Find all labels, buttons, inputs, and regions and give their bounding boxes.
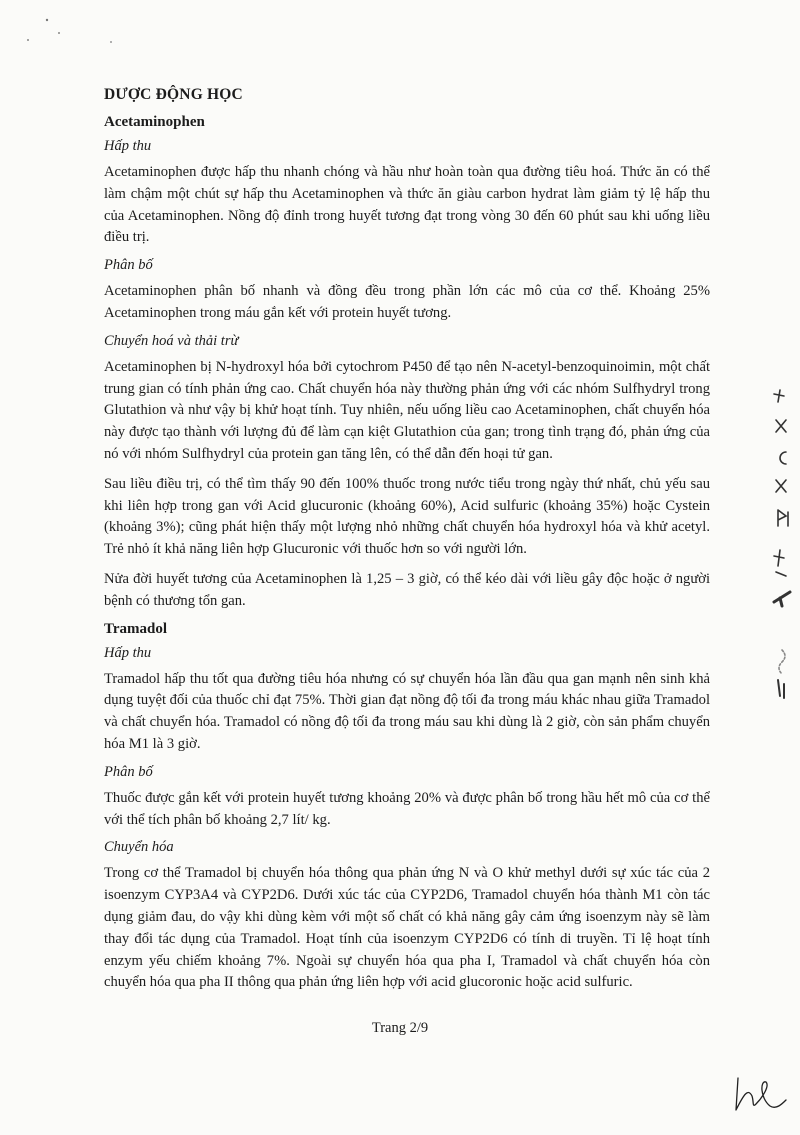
page-number: Trang 2/9	[371, 1020, 429, 1036]
acetaminophen-metabolism-paragraph: Acetaminophen bị N-hydroxyl hóa bởi cytochrom P450 để tạo nên N-acetyl-benzoquinoimin, một chất trung gian có tính phản ứng cao. Chất chuyển hóa này thường phản ứng với các nhóm Sulfhydryl trong Glutathion và như vậy bị khử hoạt tính. Tuy nhiên, nếu uống liều cao Acetaminophen, chất chuyển hóa này được tạo thành với lượng đủ để làm cạn kiệt Glutathion của gan; trong tình trạng đó, phản ứng của nó với nhóm Sulfhydryl của protein gan tăng lên, có thể dẫn đến hoại tử gan.	[104, 358, 710, 462]
acetaminophen-half-life-paragraph: Nửa đời huyết tương của Acetaminophen là 1,25 – 3 giờ, có thể kéo dài với liều gây độc hoặc ở người bệnh có thương tổn gan.	[104, 570, 710, 609]
tramadol-distribution-heading: Phân bố	[104, 763, 153, 780]
acetaminophen-absorption-heading: Hấp thu	[104, 138, 152, 154]
tramadol-metabolism-heading: Chuyển hóa	[104, 839, 174, 856]
acetaminophen-metabolism-heading: Chuyển hoá và thải trừ	[104, 332, 239, 349]
section-title: DƯỢC ĐỘNG HỌC	[104, 86, 243, 103]
signature-mark	[730, 1068, 790, 1118]
acetaminophen-absorption-text: Acetaminophen được hấp thu nhanh chóng và hầu như hoàn toàn qua đường tiêu hoá. Thức ăn có thể làm chậm một chút sự hấp thu Acetaminophen và thức ăn giàu carbon hydrat làm giảm tỷ lệ hấp thu của Acetaminophen. Nồng độ đỉnh trong huyết tương đạt trong vòng 30 đến 60 phút sau khi uống liều điều trị.	[104, 164, 710, 246]
acetaminophen-excretion-paragraph: Sau liều điều trị, có thể tìm thấy 90 đến 100% thuốc trong nước tiểu trong ngày thứ nhất, chủ yếu sau khi liên hợp trong gan với Acid glucuronic (khoảng 60%), Acid sulfuric (khoảng 35%) hoặc Cystein (khoảng 3%); cũng phát hiện thấy một lượng nhỏ những chất chuyển hóa hydroxyl hóa và khử acetyl. Trẻ nhỏ ít khả năng liên hợp Glucuronic với thuốc hơn so với người lớn.	[104, 475, 710, 558]
acetaminophen-title: Acetaminophen	[104, 114, 205, 130]
tramadol-metabolism-text: Trong cơ thể Tramadol bị chuyển hóa thông qua phản ứng N và O khử methyl dưới sự xúc tác của 2 isoenzym CYP3A4 và CYP2D6. Dưới xúc tác của CYP2D6, Tramadol chuyển hóa thành M1 còn tác dụng giảm đau, do vậy khi dùng kèm với một số chất có khả năng gây cảm ứng isoenzym này sẽ làm thay đổi tác dụng của Tramadol. Hoạt tính của isoenzym CYP2D6 có tính di truyền. Tỉ lệ hoạt tính enzym yếu chiếm khoảng 7%. Ngoài sự chuyển hóa qua pha I, Tramadol và chất chuyển hóa còn chuyển hóa qua pha II thông qua phản ứng liên hợp với acid glucoronic hoặc acid sulfuric.	[104, 865, 710, 991]
tramadol-distribution-text: Thuốc được gắn kết với protein huyết tương khoảng 20% và được phân bố trong hầu hết mô của cơ thể với thể tích phân bố khoảng 2,7 lít/ kg.	[104, 789, 710, 828]
scan-specks	[15, 8, 135, 68]
acetaminophen-distribution-heading: Phân bố	[104, 257, 153, 274]
margin-stamp-marks	[760, 380, 800, 800]
tramadol-title: Tramadol	[104, 620, 168, 637]
tramadol-absorption-text: Tramadol hấp thu tốt qua đường tiêu hóa nhưng có sự chuyển hóa lần đầu qua gan mạnh nên sinh khả dụng tuyệt đối của thuốc chỉ đạt 75%. Thời gian đạt nồng độ tối đa trong máu khác nhau giữa Tramadol và chất chuyển hóa. Tramadol có nồng độ tối đa trong máu sau khi dùng là 2 giờ, còn sản phẩm chuyển hóa M1 là 3 giờ.	[104, 670, 710, 752]
page-content	[104, 86, 710, 1002]
acetaminophen-distribution-text: Acetaminophen phân bố nhanh và đồng đều trong phần lớn các mô của cơ thể. Khoảng 25% Acetaminophen trong máu gắn kết với protein huyết tương.	[104, 283, 710, 321]
tramadol-absorption-heading: Hấp thu	[104, 644, 152, 661]
